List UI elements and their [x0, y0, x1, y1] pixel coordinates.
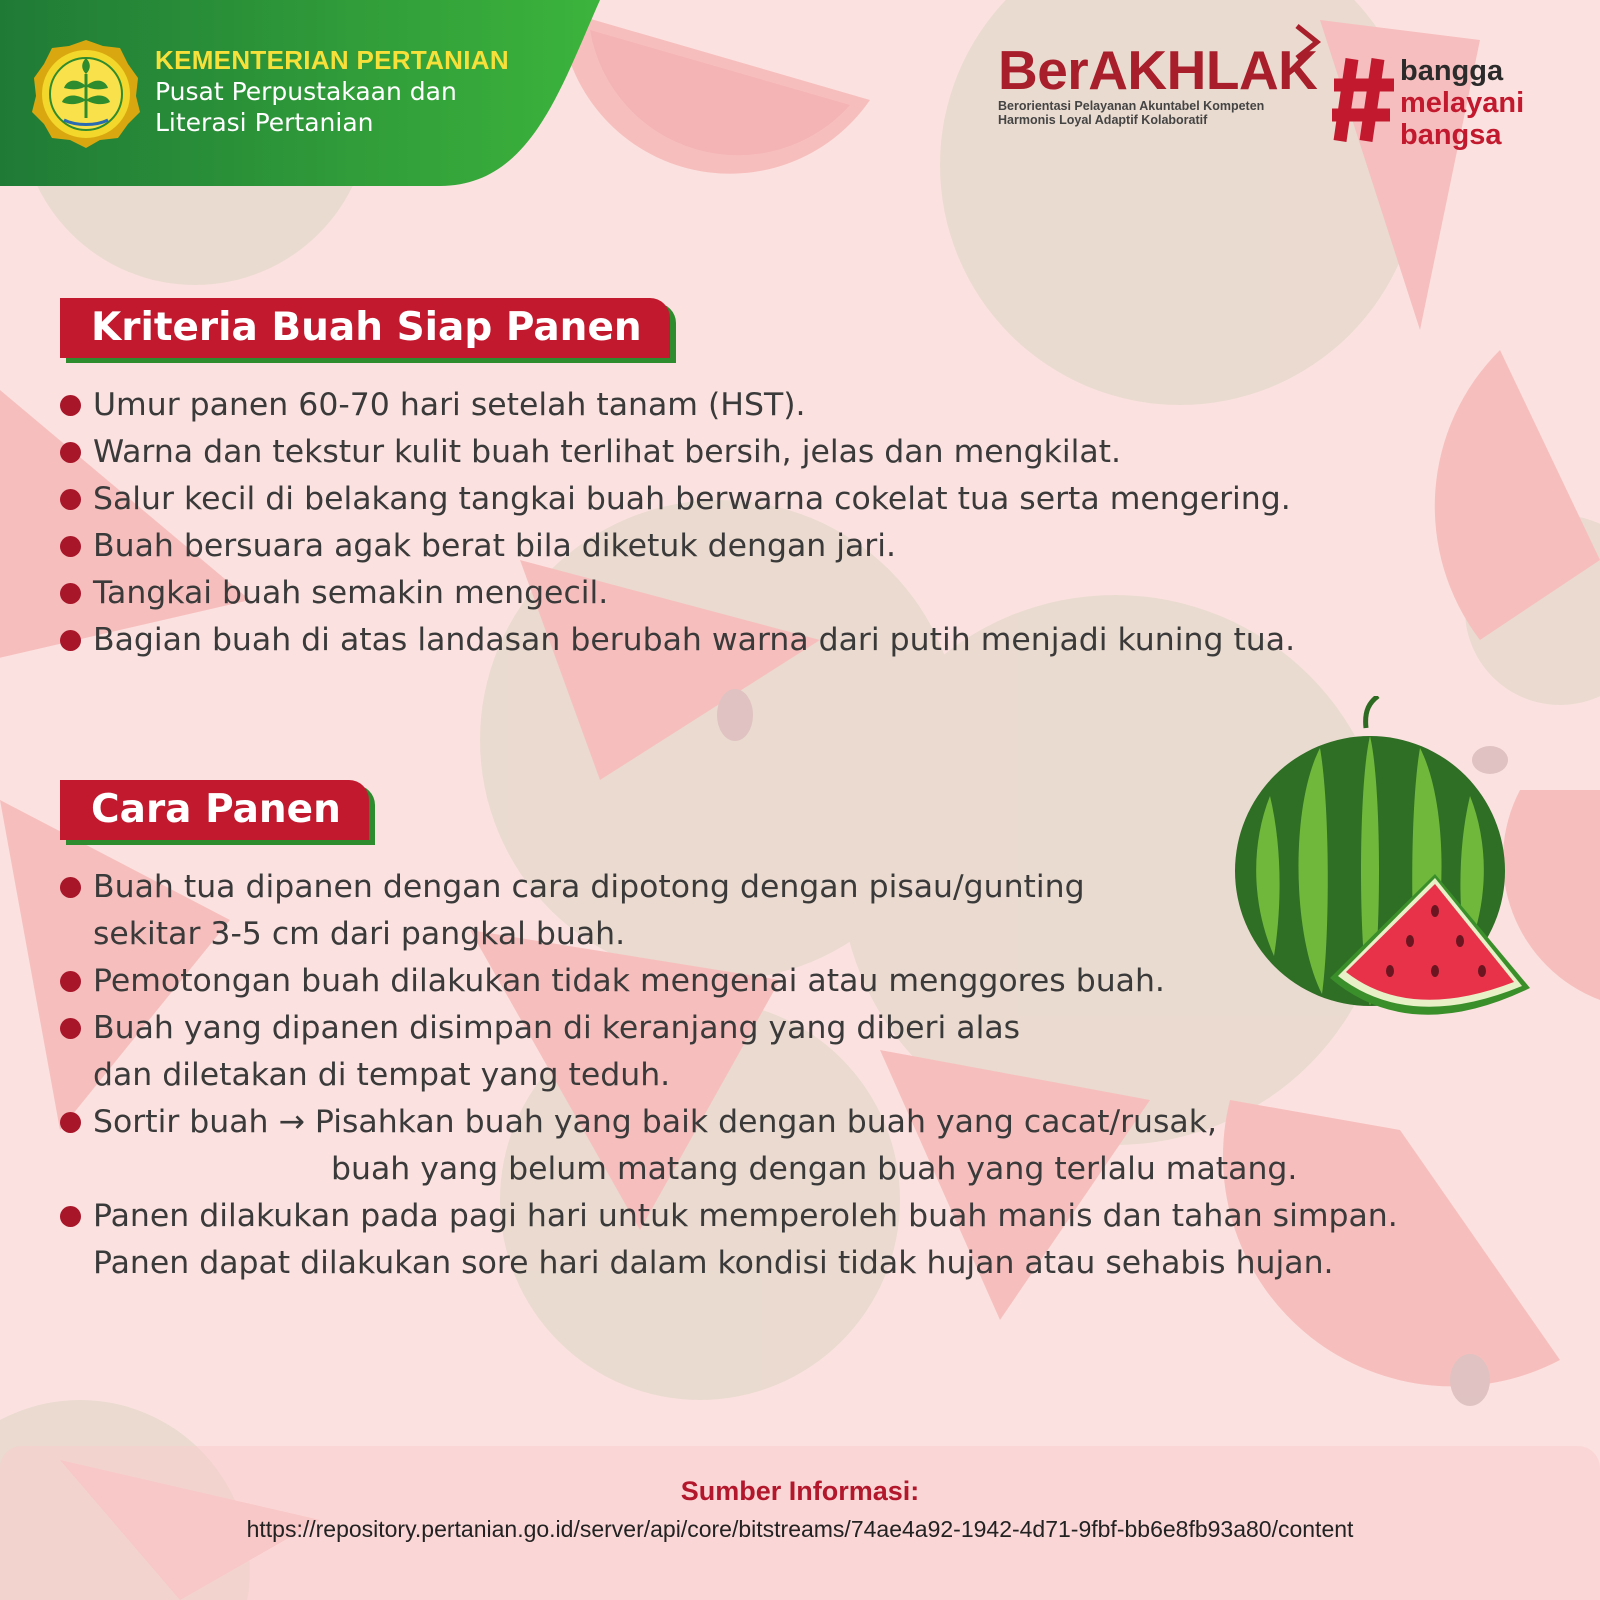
list-item: Buah bersuara agak berat bila diketuk dengan jari.	[58, 523, 1295, 570]
cara-panen-list	[58, 864, 1398, 1287]
bullet-icon	[60, 877, 81, 898]
section-title-cara-panen: Cara Panen	[60, 780, 369, 840]
source-url: https://repository.pertanian.go.id/server/api/core/bitstreams/74ae4a92-1942-4d71-9fbf-bb6e8fb93a80/content	[246, 1516, 1354, 1542]
bullet-icon	[60, 442, 81, 463]
organization-name	[155, 45, 509, 138]
watermelon-illustration-icon	[1230, 696, 1560, 1046]
bullet-icon	[60, 395, 81, 416]
list-item: Bagian buah di atas landasan berubah warna dari putih menjadi kuning tua.	[58, 617, 1295, 664]
melayani-word: melayani	[1400, 87, 1525, 119]
list-item: Umur panen 60-70 hari setelah tanam (HST).	[58, 382, 1295, 429]
org-line-ministry: KEMENTERIAN PERTANIAN	[155, 45, 509, 75]
kementan-logo-icon	[30, 38, 142, 150]
hashtag-icon	[1330, 55, 1396, 145]
bullet-icon	[60, 489, 81, 510]
bangga-word: bangga	[1400, 55, 1504, 87]
bullet-icon	[60, 630, 81, 651]
org-line-unit-2: Literasi Pertanian	[155, 108, 374, 137]
list-item: Sortir buah → Pisahkan buah yang baik dengan buah yang cacat/rusak, buah yang belum matang dengan buah yang terlalu matang.	[58, 1099, 1398, 1193]
list-item: Buah yang dipanen disimpan di keranjang yang diberi alas dan diletakan di tempat yang teduh.	[58, 1005, 1398, 1099]
berakhlak-tagline-1: Berorientasi Pelayanan Akuntabel Kompeten	[998, 99, 1265, 113]
bullet-icon	[60, 583, 81, 604]
bullet-icon	[60, 536, 81, 557]
chevron-right-icon	[1293, 22, 1323, 62]
bullet-icon	[60, 1018, 81, 1039]
berakhlak-wordmark: BerAKHLAK	[998, 39, 1318, 101]
bullet-icon	[60, 971, 81, 992]
bangsa-word: bangsa	[1400, 119, 1502, 151]
source-label: Sumber Informasi:	[680, 1476, 920, 1506]
berakhlak-tagline-2: Harmonis Loyal Adaptif Kolaboratif	[998, 113, 1208, 127]
bullet-icon	[60, 1206, 81, 1227]
section-title-kriteria: Kriteria Buah Siap Panen	[60, 298, 670, 358]
berakhlak-logo	[998, 40, 1317, 128]
list-item: Buah tua dipanen dengan cara dipotong dengan pisau/gunting sekitar 3-5 cm dari pangkal buah.	[58, 864, 1398, 958]
list-item: Tangkai buah semakin mengecil.	[58, 570, 1295, 617]
list-item: Pemotongan buah dilakukan tidak mengenai atau menggores buah.	[58, 958, 1398, 1005]
kriteria-list	[58, 382, 1295, 664]
bullet-icon	[60, 1112, 81, 1133]
list-item: Salur kecil di belakang tangkai buah berwarna cokelat tua serta mengering.	[58, 476, 1295, 523]
org-line-unit: Pusat Perpustakaan dan	[155, 77, 457, 106]
list-item: Panen dilakukan pada pagi hari untuk memperoleh buah manis dan tahan simpan. Panen dapat dilakukan sore hari dalam kondisi tidak hujan atau sehabis hujan.	[58, 1193, 1398, 1287]
list-item: Warna dan tekstur kulit buah terlihat bersih, jelas dan mengkilat.	[58, 429, 1295, 476]
